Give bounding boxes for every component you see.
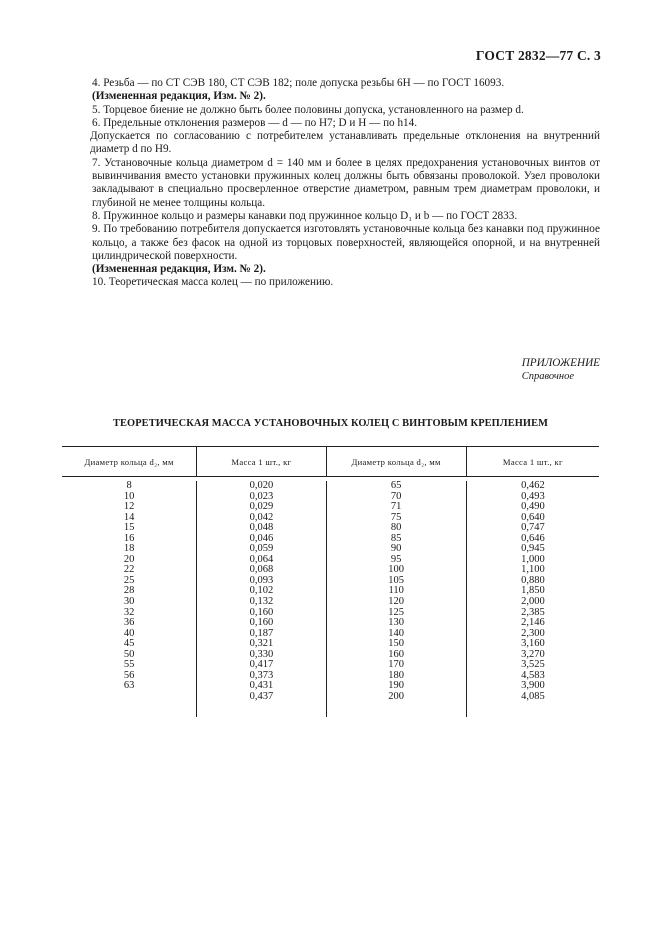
table-cell: 0,437 [249, 690, 274, 702]
table-cell: 0,042 [249, 511, 274, 523]
table-cell: 130 [388, 617, 405, 629]
table-cell: 71 [390, 501, 402, 513]
table-cell: 0,020 [249, 480, 274, 491]
table-cell: 1,850 [521, 585, 545, 597]
amendment-note: (Измененная редакция, Изм. № 2). [92, 263, 266, 276]
table-cell: 2,146 [521, 617, 545, 629]
appendix-title: ПРИЛОЖЕНИЕ [521, 357, 600, 369]
table-cell: 95 [390, 553, 402, 565]
table-cell: 0,093 [249, 574, 274, 586]
table-cell: 2,300 [521, 627, 545, 639]
table-cell: 0,029 [249, 501, 274, 513]
table-cell: 2,000 [521, 596, 545, 608]
table-cell: 14 [123, 511, 135, 523]
page-header: ГОСТ 2832—77 С. 3 [475, 48, 601, 63]
table-cell: 0,023 [249, 490, 274, 502]
paragraph-6-note: Допускается по согласованию с потребителем устанавливать предельные отклонения на внутренний диаметр d по Н9. [90, 130, 600, 156]
table-cell: 8 [126, 480, 132, 491]
table-cell: 63 [123, 680, 135, 692]
body-text [92, 77, 600, 290]
table-cell: 4,583 [521, 669, 545, 681]
table-cell: 0,646 [521, 532, 545, 544]
table-cell: 20 [123, 553, 135, 565]
table-cell: 0,064 [249, 553, 274, 565]
table-cell: 10 [123, 490, 135, 502]
table-cell: 140 [388, 627, 405, 639]
table-cell: 190 [388, 680, 405, 692]
table-cell: 0,160 [249, 606, 274, 618]
table-cell: 100 [388, 564, 405, 576]
table-cell: 0,417 [249, 659, 274, 671]
table-cell: 0,048 [249, 522, 274, 534]
paragraph-8: 8. Пружинное кольцо и размеры канавки под пружинное кольцо D₁ и b — по ГОСТ 2833. [92, 209, 518, 222]
header-mass-left: Масса 1 шт., кг [197, 447, 326, 476]
table-cell: 3,160 [521, 638, 545, 650]
table-cell: 0,462 [521, 480, 545, 491]
table-cell: 3,900 [521, 680, 545, 692]
table-cell: 40 [123, 627, 135, 639]
table-cell: 170 [388, 659, 405, 671]
table-body [62, 477, 599, 717]
header-diameter-left: Диаметр кольца d₂, мм [62, 447, 197, 476]
column-diameter-left [62, 481, 197, 717]
column-mass-left [197, 481, 326, 717]
table-cell: 0,373 [249, 669, 274, 681]
table-cell: 0,880 [521, 574, 545, 586]
table-cell: 160 [388, 648, 405, 660]
table-cell: 3,270 [521, 648, 545, 660]
table-cell: 22 [123, 564, 135, 576]
table-cell: 70 [390, 490, 402, 502]
table-cell: 56 [123, 669, 135, 681]
table-cell: 0,330 [249, 648, 274, 660]
table-header-row [62, 447, 599, 477]
table-cell: 0,747 [521, 522, 545, 534]
table-cell: 0,490 [521, 501, 545, 513]
table-cell: 16 [123, 532, 135, 544]
paragraph-7: 7. Установочные кольца диаметром d = 140 мм и более в целях предохранения установочных винтов от вывинчивания вместо установки пружинных колец должны быть обвязаны проволокой. Узел проволоки закладывают в специально просверленное отверстие диаметром, равным трем диаметрам проволоки, и глубиной не менее толщины кольца. [92, 156, 600, 209]
table-cell: 105 [388, 574, 405, 586]
table-cell: 0,187 [249, 627, 274, 639]
amendment-note: (Измененная редакция, Изм. № 2). [92, 90, 266, 103]
table-cell: 180 [388, 669, 405, 681]
table-cell: 90 [390, 543, 402, 555]
paragraph-4: 4. Резьба — по СТ СЭВ 180, СТ СЭВ 182; поле допуска резьбы 6Н — по ГОСТ 16093. [92, 77, 505, 89]
table-cell: 75 [390, 511, 402, 523]
column-diameter-right [327, 481, 467, 717]
table-cell: 15 [123, 522, 135, 534]
paragraph-10: 10. Теоретическая масса колец — по приложению. [92, 276, 334, 289]
table-title: ТЕОРЕТИЧЕСКАЯ МАССА УСТАНОВОЧНЫХ КОЛЕЦ С ВИНТОВЫМ КРЕПЛЕНИЕМ [112, 418, 549, 429]
table-cell: 0,102 [249, 585, 274, 597]
table-cell: 0,059 [249, 543, 274, 555]
table-cell: 28 [123, 585, 135, 597]
table-cell: 150 [388, 638, 405, 650]
table-cell: 45 [123, 638, 135, 650]
table-cell: 2,385 [521, 606, 545, 618]
table-cell: 80 [390, 522, 402, 534]
table-cell: 0,321 [249, 638, 274, 650]
mass-table [62, 446, 599, 717]
paragraph-5: 5. Торцевое биение не должно быть более половины допуска, установленного на размер d. [92, 103, 524, 116]
table-cell: 50 [123, 648, 135, 660]
appendix-subtitle: Справочное [521, 371, 574, 382]
table-cell: 0,046 [249, 532, 274, 544]
table-cell: 55 [123, 659, 135, 671]
table-cell: 85 [390, 532, 402, 544]
table-cell: 200 [388, 690, 405, 702]
table-cell: 12 [123, 501, 135, 513]
column-mass-right [467, 481, 599, 717]
table-cell: 30 [123, 596, 135, 608]
paragraph-9: 9. По требованию потребителя допускается изготовлять установочные кольца без канавки под пружинное кольцо, а также без фасок на одной из торцовых поверхностей, являющейся опорной, и на внутренней цилиндрической поверхности. [92, 223, 600, 262]
table-cell: 25 [123, 574, 135, 586]
table-cell: 65 [390, 480, 402, 491]
table-cell: 125 [388, 606, 405, 618]
table-cell: 36 [123, 617, 135, 629]
table-cell: 4,085 [521, 690, 545, 702]
paragraph-6: 6. Предельные отклонения размеров — d — по Н7; D и H — по h14. [92, 116, 418, 129]
table-cell: 0,945 [521, 543, 545, 555]
table-cell: 0,640 [521, 511, 545, 523]
table-cell: 0,068 [249, 564, 274, 576]
table-cell: 1,100 [521, 564, 545, 576]
table-cell: 18 [123, 543, 135, 555]
appendix-label [522, 357, 600, 383]
table-cell: 110 [388, 585, 404, 597]
table-cell: 1,000 [521, 553, 545, 565]
table-cell: 0,493 [521, 490, 545, 502]
header-diameter-right: Диаметр кольца d₂, мм [327, 447, 467, 476]
table-cell: 32 [123, 606, 135, 618]
table-cell: 0,160 [249, 617, 274, 629]
table-cell: 3,525 [521, 659, 545, 671]
table-cell: 0,132 [249, 596, 274, 608]
table-cell: 120 [388, 596, 405, 608]
header-mass-right: Масса 1 шт., кг [502, 456, 563, 467]
table-cell: 0,431 [249, 680, 274, 692]
